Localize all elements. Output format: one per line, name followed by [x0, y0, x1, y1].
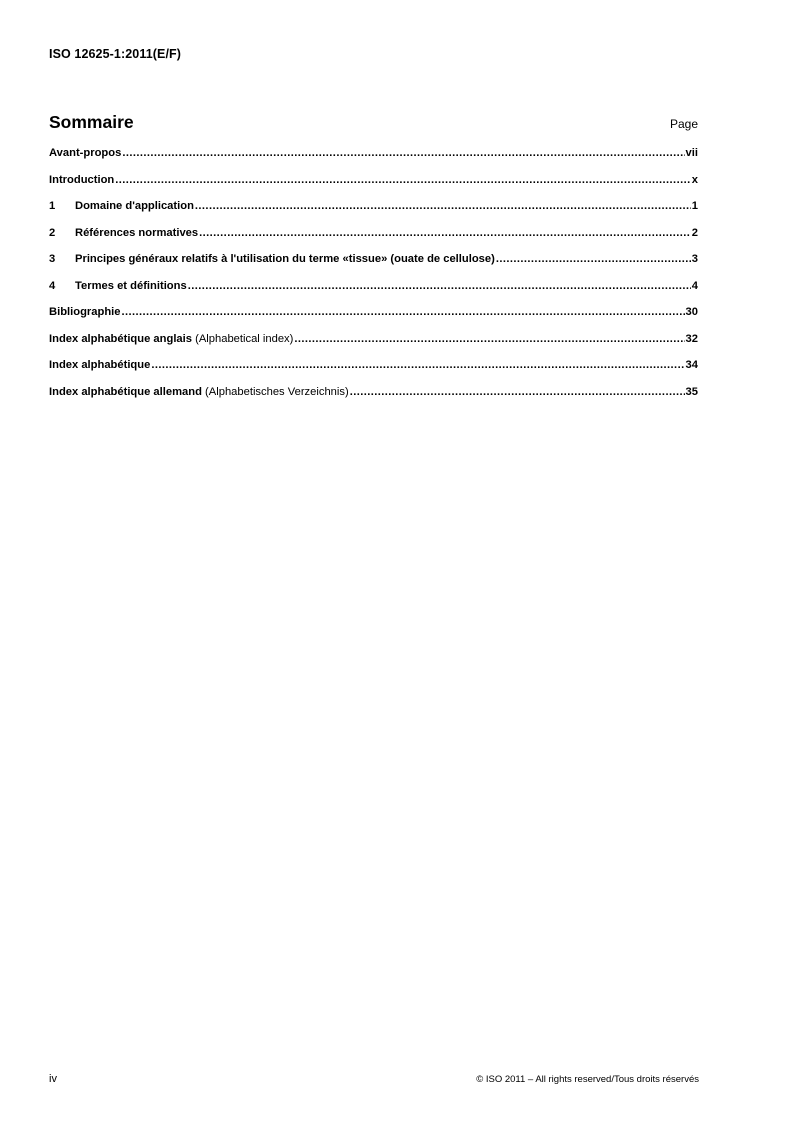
toc-entry-number: 4: [49, 279, 56, 292]
toc-entry-number: 1: [49, 200, 56, 212]
toc-entry-label: Introduction: [49, 173, 115, 186]
toc-entry-page: 4: [691, 279, 698, 292]
toc-dot-leader: [195, 200, 691, 212]
toc-entry-label: Termes et définitions: [75, 279, 187, 292]
toc-entry-number: 2: [49, 226, 56, 239]
toc-page-column-label: Page: [669, 117, 698, 131]
toc-entry-domaine[interactable]: [49, 200, 698, 227]
toc-entry-index-anglais[interactable]: [49, 333, 698, 360]
toc-entry-index[interactable]: [49, 359, 698, 386]
toc-entry-label: Avant-propos: [49, 147, 122, 159]
toc-entry-number: 3: [49, 253, 56, 265]
toc-entry-label: Références normatives: [75, 226, 199, 239]
toc-entry-label: Bibliographie: [49, 306, 121, 318]
toc-entry-label: [49, 333, 293, 345]
toc-entry-avant-propos[interactable]: [49, 147, 698, 174]
toc-entry-label: Index alphabétique: [49, 359, 151, 371]
toc-entry-page: 35: [685, 385, 698, 398]
toc-entry-page: 3: [691, 253, 698, 265]
copyright-notice: © ISO 2011 – All rights reserved/Tous droits réservés: [476, 1074, 699, 1085]
toc-dot-leader: [294, 333, 684, 345]
toc-entry-label: Principes généraux relatifs à l'utilisation du terme «tissue» (ouate de cellulose): [75, 253, 495, 265]
toc-entry-page: 1: [691, 200, 698, 212]
toc-dot-leader: [350, 386, 685, 398]
toc-dot-leader: [115, 174, 691, 186]
toc-entry-label: Domaine d'application: [75, 200, 194, 212]
toc-entry-page: 32: [685, 332, 698, 345]
toc-entry-termes[interactable]: [49, 280, 698, 307]
toc-heading: [49, 112, 698, 133]
table-of-contents: [49, 147, 698, 412]
toc-entry-label: [49, 386, 349, 398]
toc-entry-page: 30: [685, 306, 698, 318]
toc-entry-bibliographie[interactable]: [49, 306, 698, 333]
toc-dot-leader: [122, 147, 684, 159]
toc-entry-introduction[interactable]: [49, 174, 698, 201]
toc-dot-leader: [199, 227, 691, 239]
toc-entry-references[interactable]: [49, 227, 698, 254]
toc-title: Sommaire: [49, 112, 134, 132]
toc-entry-label-text: Index alphabétique allemand: [49, 385, 202, 398]
toc-dot-leader: [151, 359, 684, 371]
toc-dot-leader: [188, 280, 691, 292]
toc-entry-page: 2: [691, 226, 698, 239]
document-id: ISO 12625-1:2011(E/F): [49, 47, 182, 61]
toc-entry-index-allemand[interactable]: [49, 386, 698, 413]
toc-entry-label-text: Index alphabétique anglais: [49, 332, 192, 345]
toc-entry-page: x: [691, 173, 698, 186]
toc-entry-subtitle: (Alphabetical index): [195, 332, 294, 345]
toc-entry-page: 34: [685, 359, 698, 371]
toc-entry-principes[interactable]: [49, 253, 698, 280]
toc-dot-leader: [121, 306, 684, 318]
toc-dot-leader: [496, 253, 691, 265]
toc-entry-page: vii: [685, 147, 698, 159]
page-number: iv: [49, 1073, 57, 1085]
toc-entry-subtitle: (Alphabetisches Verzeichnis): [205, 385, 349, 398]
